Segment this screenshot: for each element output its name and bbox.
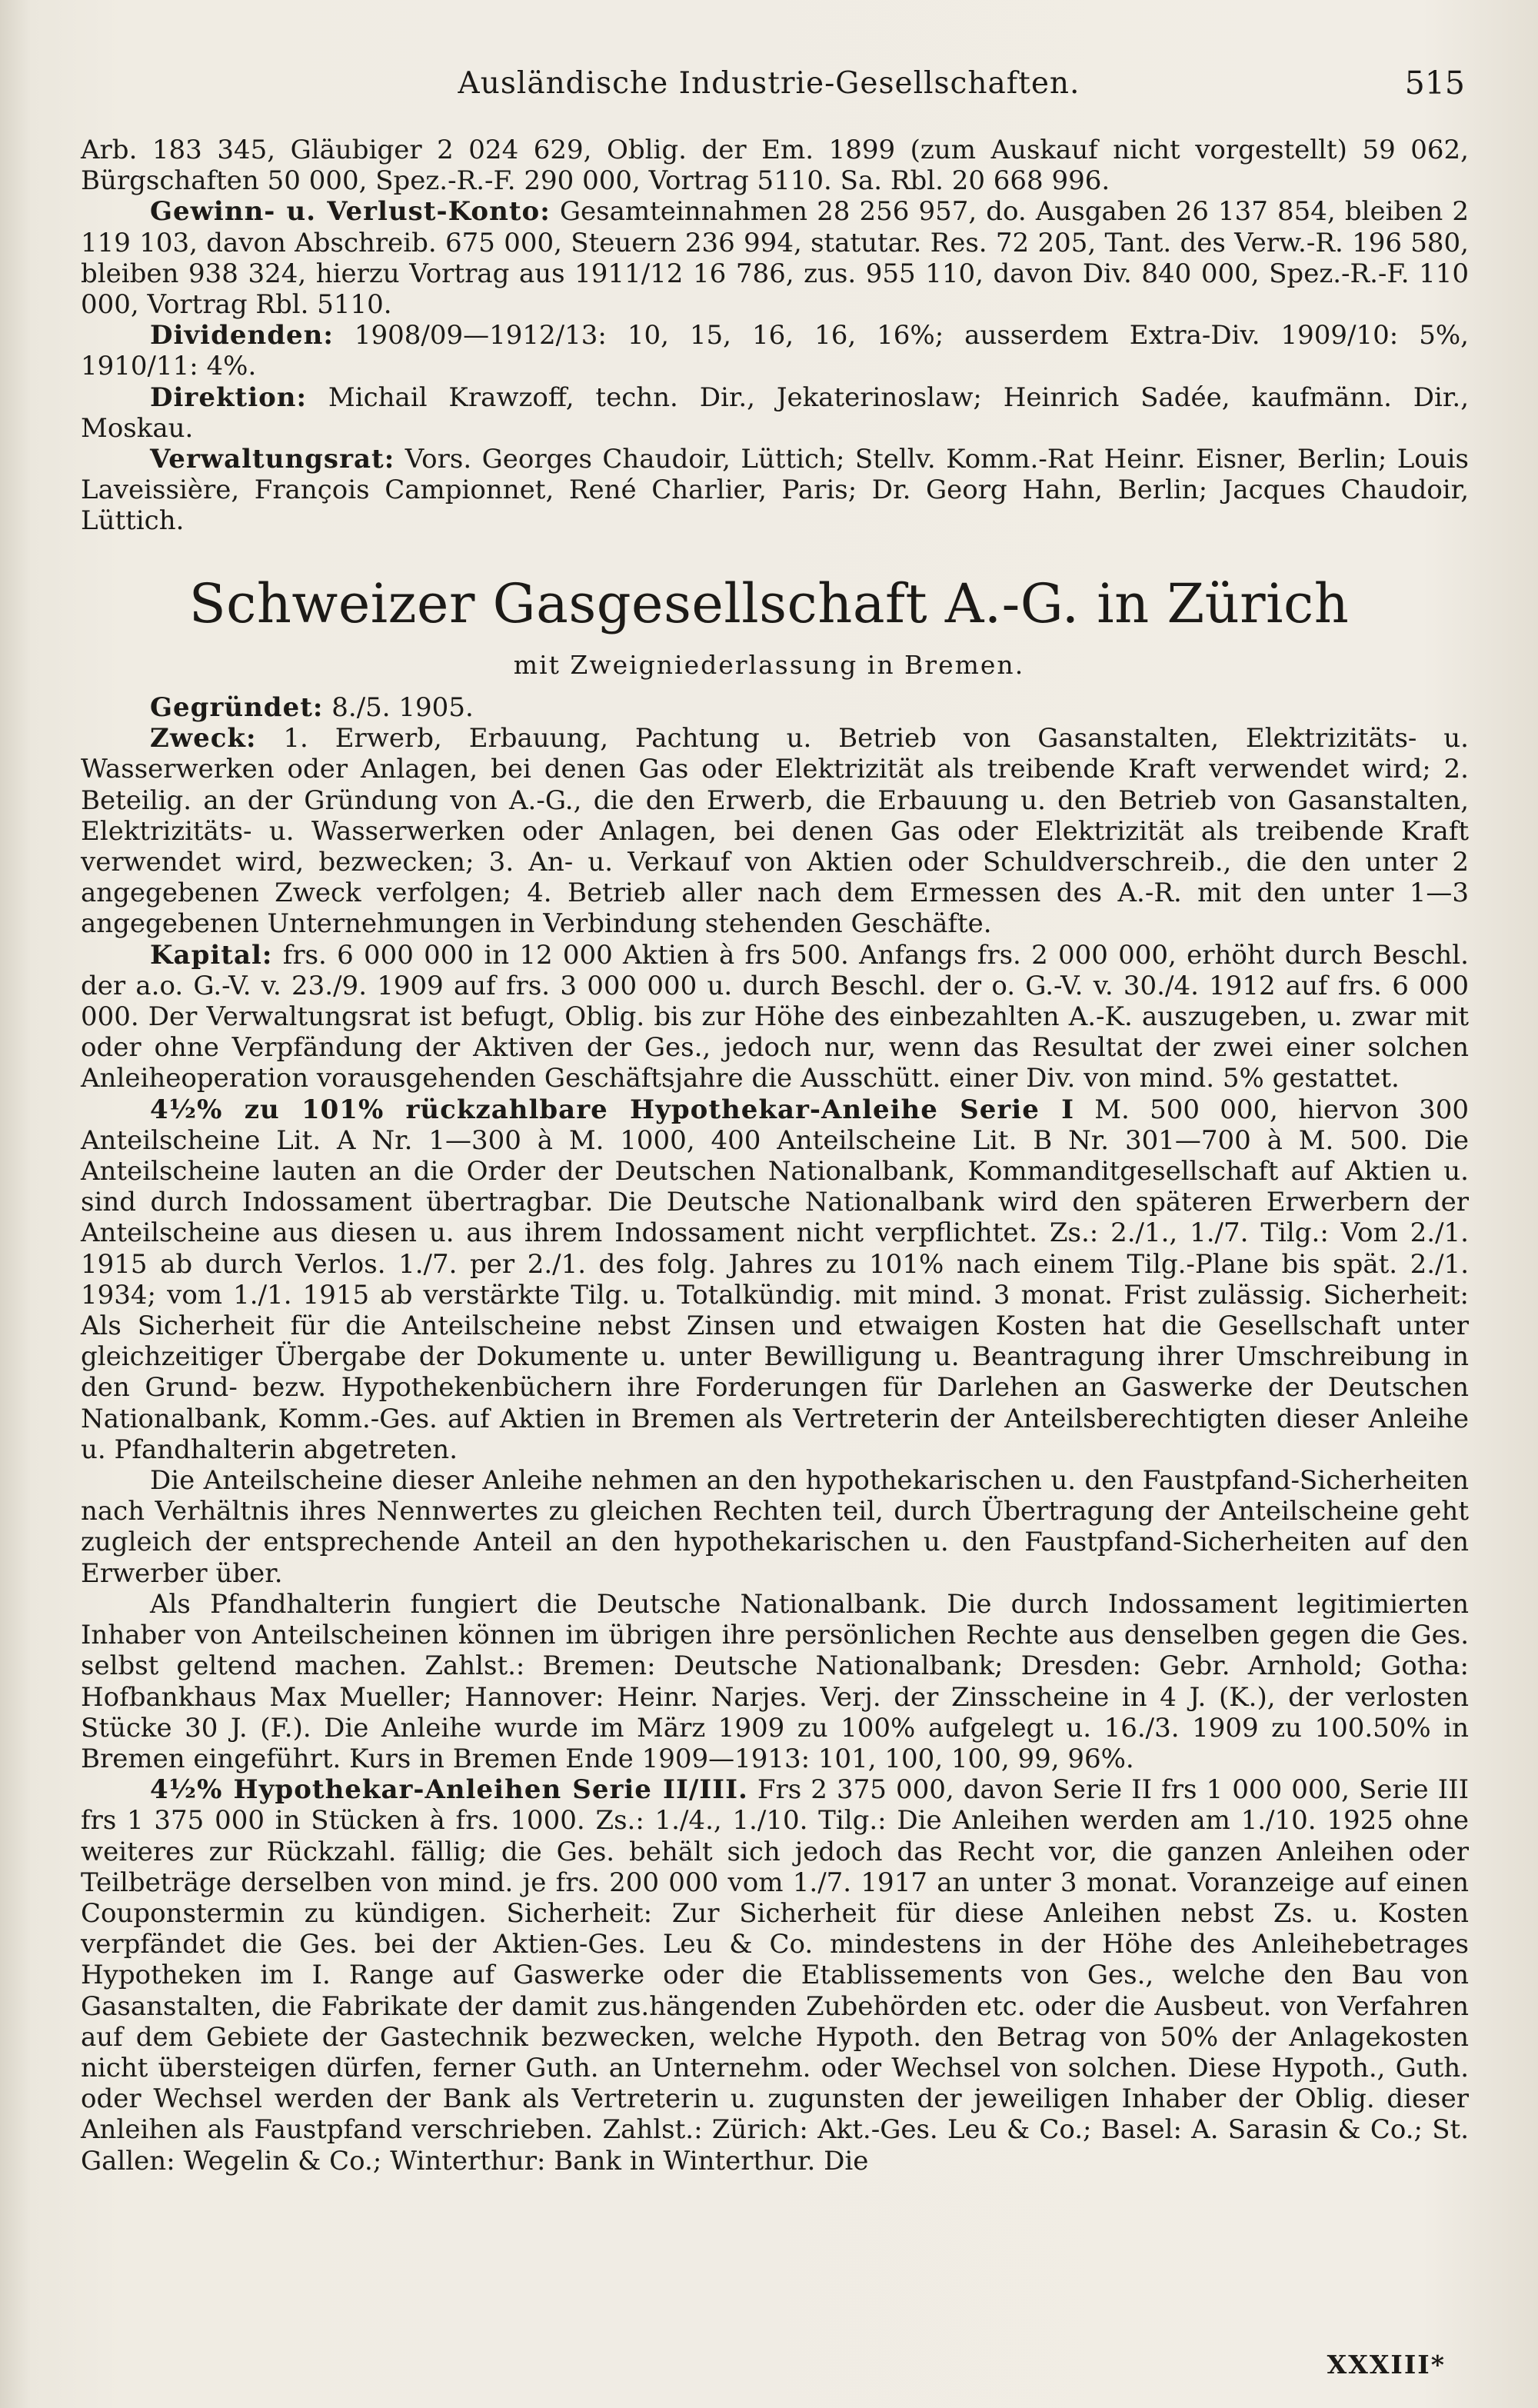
dividends-paragraph	[81, 320, 1469, 381]
founded-paragraph	[81, 692, 1469, 723]
capital-text: frs. 6 000 000 in 12 000 Aktien à frs 500. Anfangs frs. 2 000 000, erhöht durch Beschl. der a.o. G.-V. v. 23./9. 1909 auf frs. 3 000 000 u. durch Beschl. der o. G.-V. v. 30./4. 1912 auf frs. 6 000 000. Der Verwaltungsrat ist befugt, Oblig. bis zur Höhe des einbezahlten A.-K. auszugeben, u. zwar mit oder ohne Verpfändung der Aktiven der Ges., jedoch nur, wenn das Resultat der zwei einer solchen Anleiheoperation vorausgehenden Geschäftsjahre die Ausschütt. einer Div. von mind. 5% gestattet.	[81, 939, 1469, 1094]
profit-loss-paragraph	[81, 196, 1469, 320]
profit-loss-label: Gewinn- u. Verlust-Konto:	[150, 196, 551, 228]
loan-series-2-3-paragraph	[81, 1774, 1469, 2177]
loan-series-1-collateral: Die Anteilscheine dieser Anleihe nehmen an den hypothekarischen u. den Faustpfand-Sicherheiten nach Verhältnis ihres Nennwertes zu gleichen Rechten teil, durch Übertragung der Anteilscheine geht zugleich der entsprechende Anteil an den hypothekarischen u. den Faustpfand-Sicherheiten auf den Erwerber über.	[81, 1465, 1469, 1589]
sheet-signature: XXXIII*	[1327, 2350, 1446, 2380]
company-entry	[81, 692, 1469, 2177]
loan-series-1-trustee: Als Pfandhalterin fungiert die Deutsche Nationalbank. Die durch Indossament legitimierten Inhaber von Anteilscheinen können im übrigen ihre persönlichen Rechte aus denselben gegen die Ges. selbst geltend machen. Zahlst.: Bremen: Deutsche Nationalbank; Dresden: Gebr. Arnhold; Gotha: Hofbankhaus Max Mueller; Hannover: Heinr. Narjes. Verj. der Zinsscheine in 4 J. (K.), der verlosten Stücke 30 J. (F.). Die Anleihe wurde im März 1909 zu 100% aufgelegt u. 16./3. 1909 zu 100.50% in Bremen eingeführt. Kurs in Bremen Ende 1909—1913: 101, 100, 100, 99, 96%.	[81, 1588, 1469, 1774]
board-label: Verwaltungsrat:	[150, 444, 395, 475]
loan-series-2-3-text: Frs 2 375 000, davon Serie II frs 1 000 000, Serie III frs 1 375 000 in Stücken à frs. 1000. Zs.: 1./4., 1./10. Tilg.: Die Anleihen werden am 1./10. 1925 ohne weiteres zur Rückzahl. fällig; die Ges. behält sich jedoch das Recht vor, die ganzen Anleihen oder Teilbeträge derselben von mind. je frs. 200 000 vom 1./7. 1917 an unter 3 monat. Voranzeige auf einen Couponstermin zu kündigen. Sicherheit: Zur Sicherheit für diese Anleihen nebst Zs. u. Kosten verpfändet die Ges. bei der Aktien-Ges. Leu & Co. mindestens in der Höhe des Anleihebetrages Hypotheken im I. Range auf Gaswerke oder die Etablissements von Ges., welche den Bau von Gasanstalten, die Fabrikate der damit zus.hängenden Zubehörden etc. oder die Ausbeut. von Verfahren auf dem Gebiete der Gastechnik bezwecken, welche Hypoth. den Betrag von 50% der Anlagekosten nicht übersteigen dürfen, ferner Guth. an Unternehm. oder Wechsel von solchen. Diese Hypoth., Guth. oder Wechsel werden der Bank als Vertreterin u. zugunsten der jeweiligen Inhaber der Oblig. dieser Anleihen als Faustpfand verschrieben. Zahlst.: Zürich: Akt.-Ges. Leu & Co.; Basel: A. Sarasin & Co.; St. Gallen: Wegelin & Co.; Winterthur: Bank in Winterthur. Die	[81, 1774, 1470, 2177]
profit-loss-text: Gesamteinnahmen 28 256 957, do. Ausgaben 26 137 854, bleiben 2 119 103, davon Abschreib. 675 000, Steuern 236 994, statutar. Res. 72 205, Tant. des Verw.-R. 196 580, bleiben 938 324, hierzu Vortrag aus 1911/12 16 786, zus. 955 110, davon Div. 840 000, Spez.-R.-F. 110 000, Vortrag Rbl. 5110.	[81, 196, 1469, 321]
previous-entry	[81, 135, 1469, 537]
purpose-text: 1. Erwerb, Erbauung, Pachtung u. Betrieb von Gasanstalten, Elektrizitäts- u. Wasserwerken oder Anlagen, bei denen Gas oder Elektrizität als treibende Kraft verwendet wird; 2. Beteilig. an der Gründung von A.-G., die den Erwerb, die Erbauung u. den Betrieb von Gasanstalten, Elektrizitäts- u. Wasserwerken oder Anlagen, bei denen Gas oder Elektrizität als treibende Kraft verwendet wird, bezwecken; 3. An- u. Verkauf von Aktien oder Schuldverschreib., die den unter 2 angegebenen Zweck verfolgen; 4. Betrieb aller nach dem Ermessen des A.-R. mit den unter 1—3 angegebenen Unternehmungen in Verbindung stehenden Geschäfte.	[81, 723, 1469, 940]
purpose-paragraph	[81, 723, 1469, 939]
loan-series-1-paragraph	[81, 1094, 1469, 1465]
company-title: Schweizer Gasgesellschaft A.-G. in Zürich	[188, 572, 1350, 635]
direction-paragraph	[81, 382, 1469, 444]
board-paragraph	[81, 444, 1469, 537]
dividends-label: Dividenden:	[150, 320, 334, 351]
founded-label: Gegründet:	[150, 692, 324, 723]
purpose-label: Zweck:	[150, 723, 257, 754]
loan-series-1-label: 4½% zu 101% rückzahlbare Hypothekar-Anleihe Serie I	[150, 1094, 1074, 1125]
dividends-text: 1908/09—1912/13: 10, 15, 16, 16, 16%; ausserdem Extra-Div. 1909/10: 5%, 1910/11: 4%.	[81, 320, 1469, 382]
board-text: Vors. Georges Chaudoir, Lüttich; Stellv. Komm.-Rat Heinr. Eisner, Berlin; Louis Laveissière, François Campionnet, René Charlier, Paris; Dr. Georg Hahn, Berlin; Jacques Chaudoir, Lüttich.	[81, 444, 1469, 537]
loan-series-1-text: M. 500 000, hiervon 300 Anteilscheine Lit. A Nr. 1—300 à M. 1000, 400 Anteilscheine Lit. B Nr. 301—700 à M. 500. Die Anteilscheine lauten an die Order der Deutschen Nationalbank, Kommanditgesellschaft auf Aktien u. sind durch Indossament übertragbar. Die Deutsche Nationalbank wird den späteren Erwerbern der Anteilscheine aus diesen u. aus ihrem Indossament nicht verpflichtet. Zs.: 2./1., 1./7. Tilg.: Vom 2./1. 1915 ab durch Verlos. 1./7. per 2./1. des folg. Jahres zu 101% nach einem Tilg.-Plane bis spät. 2./1. 1934; vom 1./1. 1915 ab verstärkte Tilg. u. Totalkündig. mit mind. 3 monat. Frist zulässig. Sicherheit: Als Sicherheit für die Anteilscheine nebst Zinsen und etwaigen Kosten hat die Gesellschaft unter gleichzeitiger Übergabe der Dokumente u. unter Bewilligung u. Beantragung ihrer Umschreibung in den Grund- bezw. Hypothekenbüchern ihre Forderungen für Darlehen an Gaswerke der Deutschen Nationalbank, Komm.-Ges. auf Aktien in Bremen als Vertreterin der Anteilsberechtigten dieser Anleihe u. Pfandhalterin abgetreten.	[81, 1094, 1470, 1465]
capital-label: Kapital:	[150, 939, 273, 971]
page-number: 515	[1404, 65, 1465, 102]
capital-paragraph	[81, 940, 1469, 1094]
running-title: Ausländische Industrie-Gesellschaften.	[458, 66, 1080, 101]
founded-text: 8./5. 1905.	[323, 692, 474, 723]
loan-series-2-3-label: 4½% Hypothekar-Anleihen Serie II/III.	[150, 1774, 748, 1806]
direction-text: Michail Krawzoff, techn. Dir., Jekaterinoslaw; Heinrich Sadée, kaufmänn. Dir., Moskau.	[81, 381, 1469, 444]
balance-text: Arb. 183 345, Gläubiger 2 024 629, Oblig. der Em. 1899 (zum Auskauf nicht vorgestellt) 59 062, Bürgschaften 50 000, Spez.-R.-F. 290 000, Vortrag 5110. Sa. Rbl. 20 668 996.	[81, 135, 1469, 197]
company-subtitle: mit Zweigniederlassung in Bremen.	[513, 650, 1025, 680]
direction-label: Direktion:	[150, 381, 308, 413]
running-head	[0, 60, 1538, 106]
